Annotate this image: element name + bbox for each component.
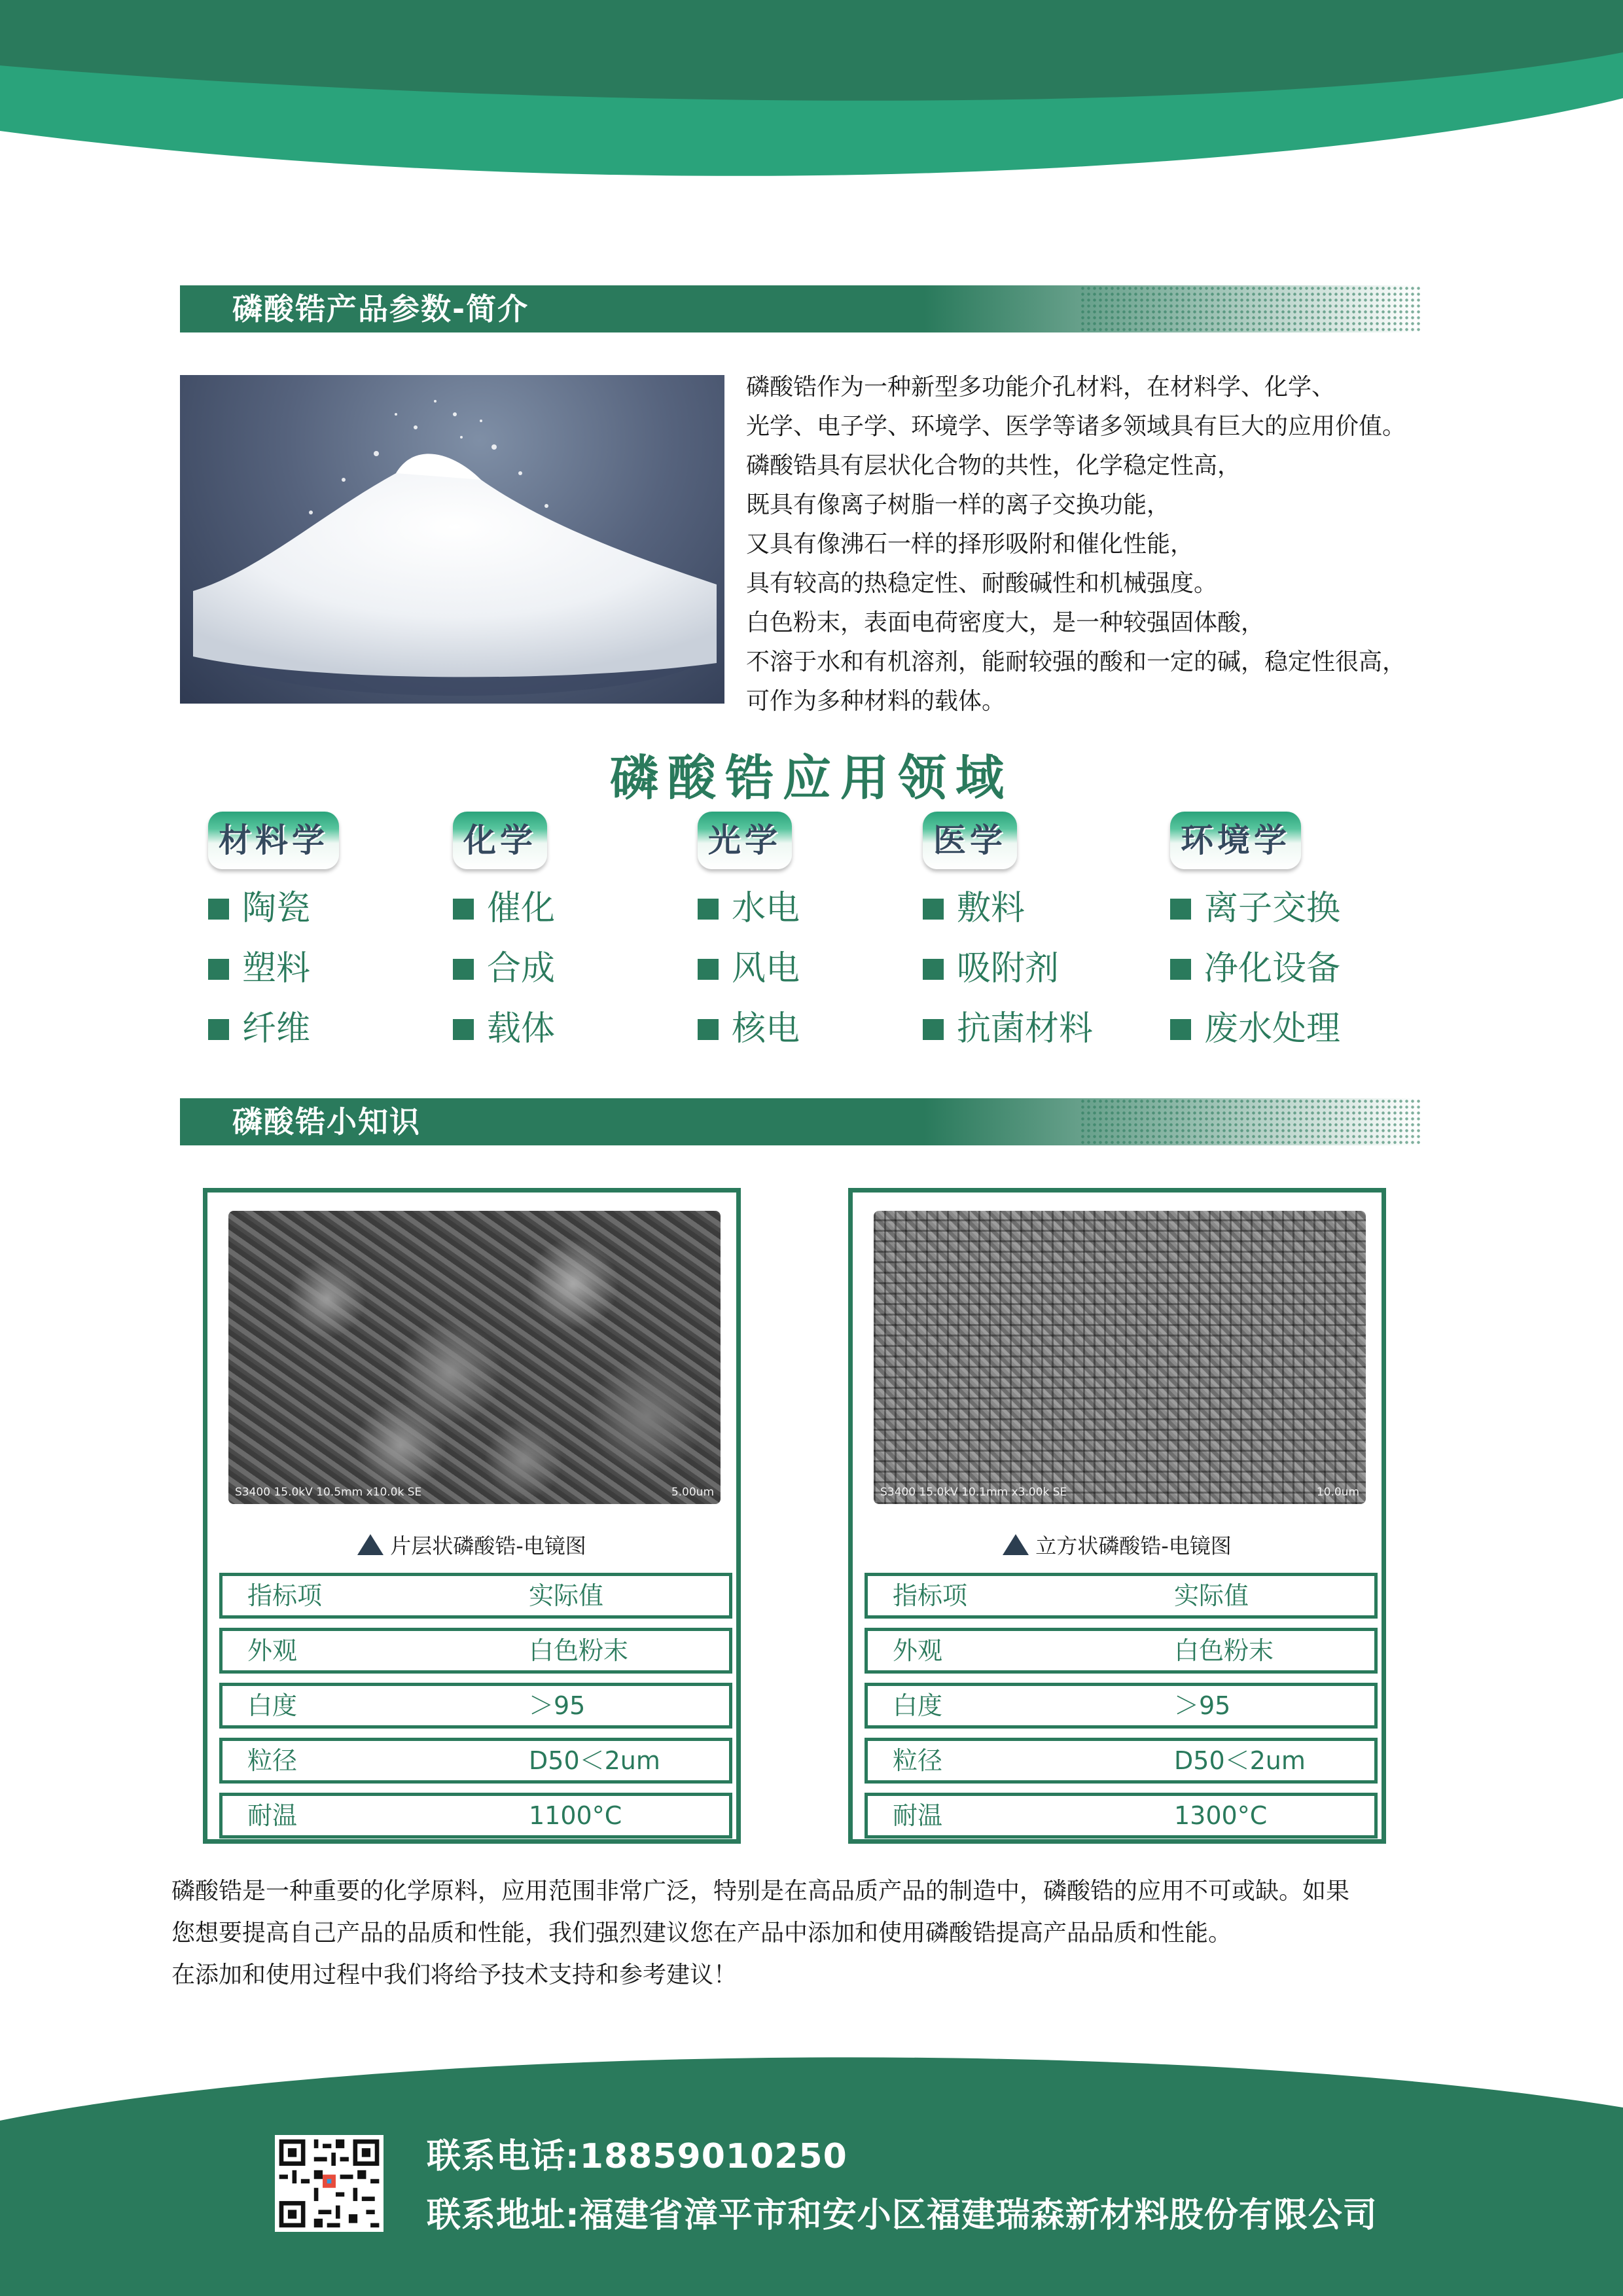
sem-info-band	[228, 1480, 721, 1504]
spec-row-header: 指标项 实际值	[865, 1573, 1378, 1619]
sem-caption: 片层状磷酸锆-电镜图	[207, 1530, 736, 1560]
app-tag: 光学	[698, 812, 792, 869]
triangle-up-icon	[357, 1534, 383, 1555]
sem-image-layered	[228, 1211, 721, 1504]
intro-line: 磷酸锆具有层状化合物的共性，化学稳定性高，	[746, 452, 1241, 479]
intro-line: 既具有像离子树脂一样的离子交换功能，	[746, 492, 1171, 518]
app-item: 塑料	[208, 939, 431, 999]
sem-scale-text: 10.0um	[1316, 1486, 1359, 1499]
square-bullet-icon	[1170, 959, 1191, 980]
app-item: 废水处理	[1170, 999, 1393, 1059]
app-item: 抗菌材料	[923, 999, 1145, 1059]
square-bullet-icon	[923, 1019, 944, 1040]
app-item: 核电	[698, 999, 920, 1059]
intro-line: 又具有像沸石一样的择形吸附和催化性能，	[746, 531, 1194, 558]
sem-info-band	[874, 1480, 1366, 1504]
section-title-intro: 磷酸锆产品参数-简介	[232, 291, 529, 327]
section-bar-intro	[180, 285, 1420, 332]
app-column-materials	[208, 812, 431, 1059]
spec-row: 白度 ＞95	[219, 1683, 732, 1729]
square-bullet-icon	[453, 959, 474, 980]
product-card-cubic	[848, 1188, 1386, 1844]
spec-row: 耐温 1100°C	[219, 1793, 732, 1839]
square-bullet-icon	[698, 959, 719, 980]
powder-photo	[180, 375, 724, 704]
square-bullet-icon	[698, 1019, 719, 1040]
intro-line: 白色粉末，表面电荷密度大，是一种较强固体酸，	[746, 609, 1265, 636]
applications-heading: 磷酸锆应用领域	[610, 750, 1013, 806]
intro-line: 具有较高的热稳定性、耐酸碱性和机械强度。	[746, 570, 1218, 597]
square-bullet-icon	[698, 899, 719, 920]
app-item: 风电	[698, 939, 920, 999]
note-line: 您想要提高自己产品的品质和性能，我们强烈建议您在产品中添加和使用磷酸锆提高产品品质和性能。	[171, 1920, 1232, 1946]
top-wave-decoration	[0, 0, 1623, 196]
app-item: 水电	[698, 878, 920, 939]
intro-line: 不溶于水和有机溶剂，能耐较强的酸和一定的碱，稳定性很高，	[746, 649, 1406, 675]
app-item: 催化	[453, 878, 675, 939]
app-item: 吸附剂	[923, 939, 1145, 999]
app-item: 离子交换	[1170, 878, 1393, 939]
sem-caption: 立方状磷酸锆-电镜图	[853, 1530, 1382, 1560]
spec-row: 粒径 D50＜2um	[219, 1738, 732, 1784]
powder-pile-image	[180, 375, 724, 704]
contact-phone: 联系电话:18859010250	[427, 2137, 847, 2176]
spec-row: 白度 ＞95	[865, 1683, 1378, 1729]
spec-row: 外观 白色粉末	[865, 1628, 1378, 1674]
square-bullet-icon	[1170, 899, 1191, 920]
app-item: 载体	[453, 999, 675, 1059]
spec-row: 粒径 D50＜2um	[865, 1738, 1378, 1784]
app-item: 陶瓷	[208, 878, 431, 939]
intro-line: 光学、电子学、环境学、医学等诸多领域具有巨大的应用价值。	[746, 413, 1406, 440]
app-tag: 化学	[453, 812, 547, 869]
spec-row-header: 指标项 实际值	[219, 1573, 732, 1619]
section-title-knowledge: 磷酸锆小知识	[232, 1104, 421, 1139]
section-bar-dots	[1080, 1098, 1420, 1145]
intro-text	[746, 368, 1492, 721]
sem-image-cubic	[874, 1211, 1366, 1504]
qr-code-icon	[275, 2135, 383, 2232]
square-bullet-icon	[208, 899, 229, 920]
note-line: 在添加和使用过程中我们将给予技术支持和参考建议！	[171, 1962, 738, 1988]
app-item: 纤维	[208, 999, 431, 1059]
app-tag: 医学	[923, 812, 1017, 869]
app-tag: 环境学	[1170, 812, 1301, 869]
app-column-medicine	[923, 812, 1145, 1059]
app-item: 净化设备	[1170, 939, 1393, 999]
spec-row: 外观 白色粉末	[219, 1628, 732, 1674]
app-column-optics	[698, 812, 920, 1059]
square-bullet-icon	[923, 959, 944, 980]
triangle-up-icon	[1003, 1534, 1029, 1555]
note-line: 磷酸锆是一种重要的化学原料，应用范围非常广泛，特别是在高品质产品的制造中，磷酸锆的应用不可或缺。如果	[171, 1878, 1350, 1905]
sem-info-text: S3400 15.0kV 10.1mm x3.00k SE	[880, 1486, 1067, 1499]
app-column-chemistry	[453, 812, 675, 1059]
section-bar-knowledge	[180, 1098, 1420, 1145]
intro-line: 磷酸锆作为一种新型多功能介孔材料，在材料学、化学、	[746, 374, 1336, 401]
app-column-environment	[1170, 812, 1393, 1059]
square-bullet-icon	[208, 959, 229, 980]
intro-line: 可作为多种材料的载体。	[746, 688, 1006, 715]
spec-row: 耐温 1300°C	[865, 1793, 1378, 1839]
square-bullet-icon	[923, 899, 944, 920]
square-bullet-icon	[208, 1019, 229, 1040]
sem-info-text: S3400 15.0kV 10.5mm x10.0k SE	[235, 1486, 422, 1499]
square-bullet-icon	[1170, 1019, 1191, 1040]
contact-address: 联系地址:福建省漳平市和安小区福建瑞森新材料股份有限公司	[427, 2196, 1378, 2235]
closing-note	[171, 1871, 1467, 1996]
app-item: 敷料	[923, 878, 1145, 939]
app-item: 合成	[453, 939, 675, 999]
square-bullet-icon	[453, 899, 474, 920]
product-card-layered	[203, 1188, 741, 1844]
sem-scale-text: 5.00um	[671, 1486, 714, 1499]
section-bar-dots	[1080, 285, 1420, 332]
square-bullet-icon	[453, 1019, 474, 1040]
app-tag: 材料学	[208, 812, 339, 869]
